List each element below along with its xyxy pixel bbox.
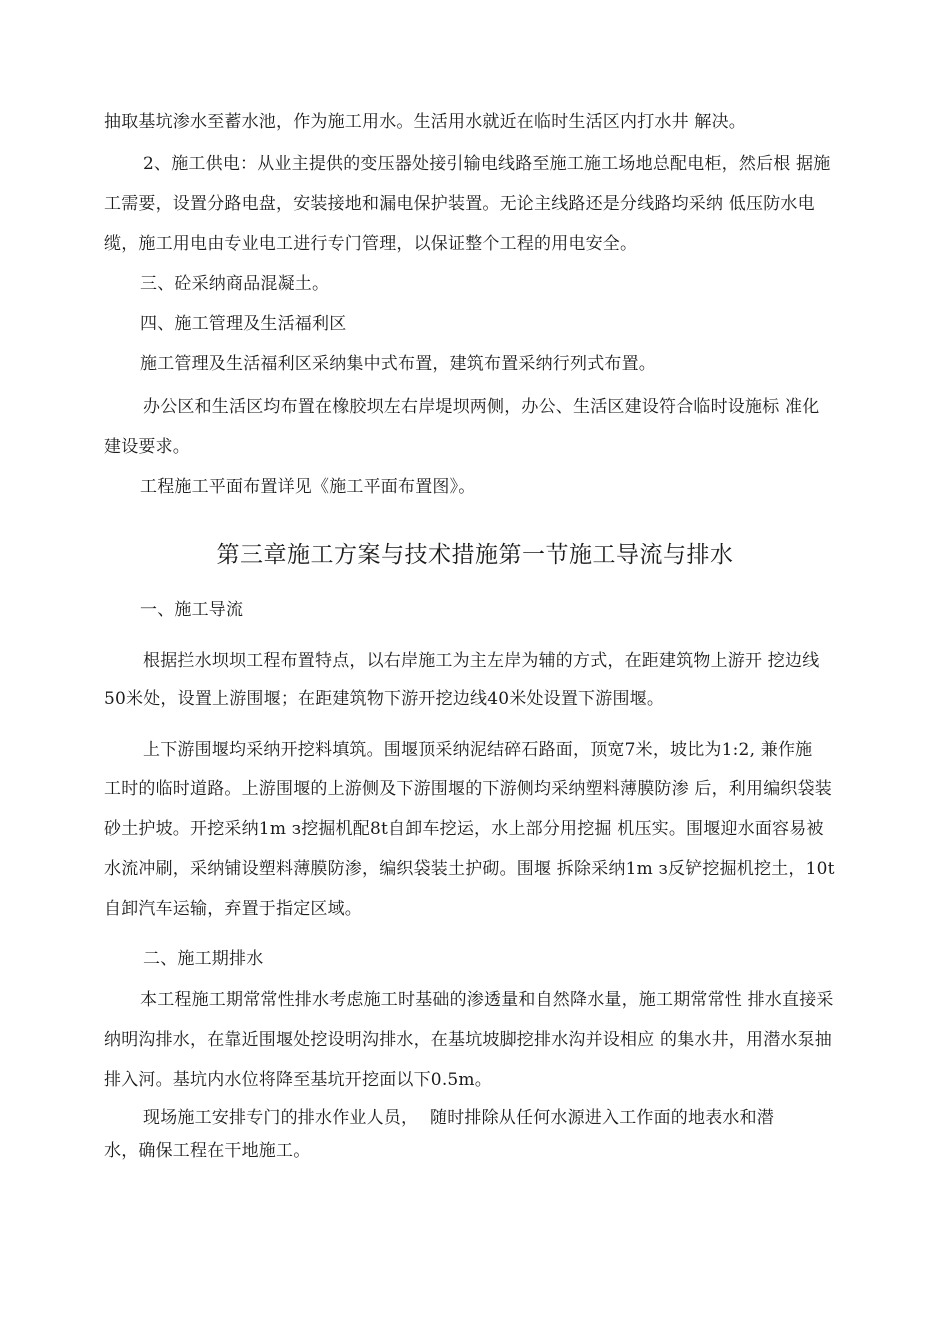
body-line-23a: 现场施工安排专门的排水作业人员，	[143, 1108, 419, 1128]
section-heading-management: 四、施工管理及生活福利区	[140, 314, 347, 334]
body-line-7: 施工管理及生活福利区采纳集中式布置，建筑布置采纳行列式布置。	[140, 354, 656, 374]
body-line-1: 抽取基坑渗水至蓄水池，作为施工用水。生活用水就近在临时生活区内打水井 解决。	[104, 112, 747, 132]
body-line-9: 建设要求。	[104, 437, 190, 457]
body-line-15: 工时的临时道路。上游围堰的上游侧及下游围堰的下游侧均采纳塑料薄膜防渗 后，利用编织袋装	[104, 779, 833, 799]
chapter-title: 第三章施工方案与技术措施第一节施工导流与排水	[216, 542, 734, 568]
body-line-21: 纳明沟排水，在靠近围堰处挖设明沟排水，在基坑坡脚挖排水沟并设相应 的集水井，用潜水泵抽	[104, 1030, 833, 1050]
body-line-18: 自卸汽车运输，弃置于指定区域。	[104, 899, 362, 919]
body-line-23b: 随时排除从任何水源进入工作面的地表水和潜	[430, 1108, 774, 1128]
section-heading-concrete: 三、砼采纳商品混凝土。	[140, 274, 330, 294]
body-line-3: 工需要，设置分路电盘，安装接地和漏电保护装置。无论主线路还是分线路均采纳 低压防水电	[104, 194, 815, 214]
body-line-10: 工程施工平面布置详见《施工平面布置图》。	[140, 477, 476, 497]
body-line-20: 本工程施工期常常性排水考虑施工时基础的渗透量和自然降水量，施工期常常性 排水直接采	[140, 990, 834, 1010]
body-line-24: 水，确保工程在干地施工。	[104, 1141, 311, 1161]
body-line-14: 上下游围堰均采纳开挖料填筑。围堰顶采纳泥结碎石路面，顶宽7米，坡比为1:2, 兼作施	[143, 740, 813, 760]
body-line-13: 50米处，设置上游围堰；在距建筑物下游开挖边线40米处设置下游围堰。	[104, 689, 665, 709]
body-line-12: 根据拦水坝坝工程布置特点，以右岸施工为主左岸为辅的方式，在距建筑物上游开 挖边线	[143, 651, 820, 671]
body-line-16: 砂土护坡。开挖采纳1m з挖掘机配8t自卸车挖运，水上部分用挖掘 机压实。围堰迎水面容易被	[104, 819, 824, 839]
section-heading-diversion: 一、施工导流	[140, 600, 244, 620]
body-line-2: 2、施工供电：从业主提供的变压器处接引输电线路至施工施工场地总配电柜，然后根 据施	[143, 154, 831, 174]
section-heading-drainage: 二、施工期排水	[143, 949, 264, 969]
body-line-4: 缆，施工用电由专业电工进行专门管理，以保证整个工程的用电安全。	[104, 234, 638, 254]
body-line-8: 办公区和生活区均布置在橡胶坝左右岸堤坝两侧，办公、生活区建设符合临时设施标 准化	[143, 397, 820, 417]
body-line-22: 排入河。基坑内水位将降至基坑开挖面以下0.5m。	[104, 1070, 492, 1090]
body-line-17: 水流冲刷，采纳铺设塑料薄膜防渗，编织袋装土护砌。围堰 拆除采纳1m з反铲挖掘机挖土，10t	[104, 859, 835, 879]
